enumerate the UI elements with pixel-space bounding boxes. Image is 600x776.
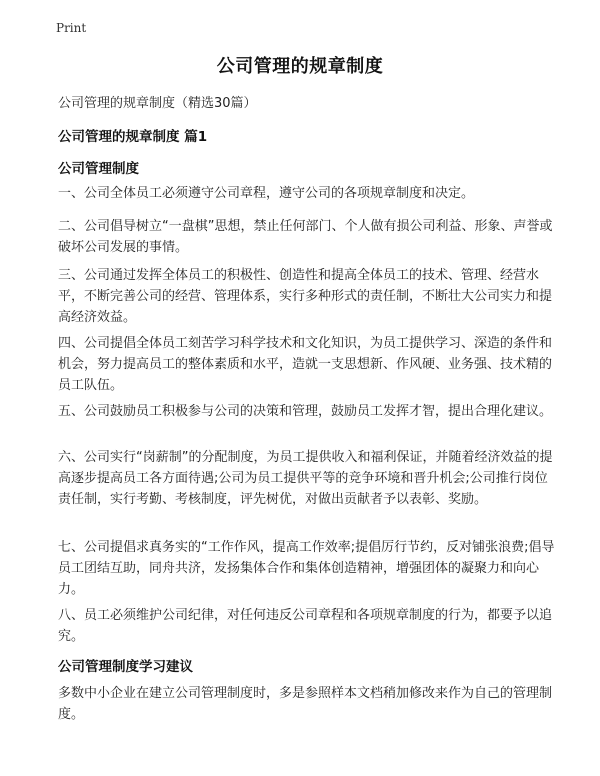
print-link[interactable]: Print xyxy=(56,21,87,35)
rule-item-1: 一、公司全体员工必须遵守公司章程，遵守公司的各项规章制度和决定。 xyxy=(58,186,475,201)
section-subheading: 公司管理制度 xyxy=(58,161,139,177)
section-heading-1: 公司管理的规章制度 篇1 xyxy=(58,129,208,145)
rule-item-7: 七、公司提倡求真务实的“工作作风，提高工作效率;提倡厉行节约，反对铺张浪费;倡导员工团结互助，同舟共济，发扬集体合作和集体创造精神，增强团体的凝聚力和向心力。 xyxy=(58,540,555,597)
rule-item-4: 四、公司提倡全体员工刻苦学习科学技术和文化知识，为员工提供学习、深造的条件和机会，努力提高员工的整体素质和水平，造就一支思想新、作风硬、业务强、技术精的员工队伍。 xyxy=(58,336,553,393)
page-title: 公司管理的规章制度 xyxy=(216,56,384,77)
rule-item-3: 三、公司通过发挥全体员工的积极性、创造性和提高全体员工的技术、管理、经营水平，不断完善公司的经营、管理体系，实行多种形式的责任制，不断壮大公司实力和提高经济效益。 xyxy=(58,268,553,325)
section-heading-2: 公司管理制度学习建议 xyxy=(58,659,193,675)
rule-item-8: 八、员工必须维护公司纪律，对任何违反公司章程和各项规章制度的行为，都要予以追究。 xyxy=(58,608,553,644)
closing-paragraph: 多数中小企业在建立公司管理制度时，多是参照样本文档稍加修改来作为自己的管理制度。 xyxy=(58,686,553,722)
rule-item-6: 六、公司实行“岗薪制”的分配制度，为员工提供收入和福利保证，并随着经济效益的提高逐步提高员工各方面待遇;公司为员工提供平等的竞争环境和晋升机会;公司推行岗位责任制，实行考勤、考核制度，评先树优，对做出贡献者予以表彰、奖励。 xyxy=(58,450,553,507)
document-subtitle: 公司管理的规章制度（精选30篇） xyxy=(58,96,257,111)
rule-item-5: 五、公司鼓励员工积极参与公司的决策和管理，鼓励员工发挥才智，提出合理化建议。 xyxy=(58,404,553,419)
rule-item-2: 二、公司倡导树立“一盘棋”思想，禁止任何部门、个人做有损公司利益、形象、声誉或破坏公司发展的事情。 xyxy=(58,219,553,255)
